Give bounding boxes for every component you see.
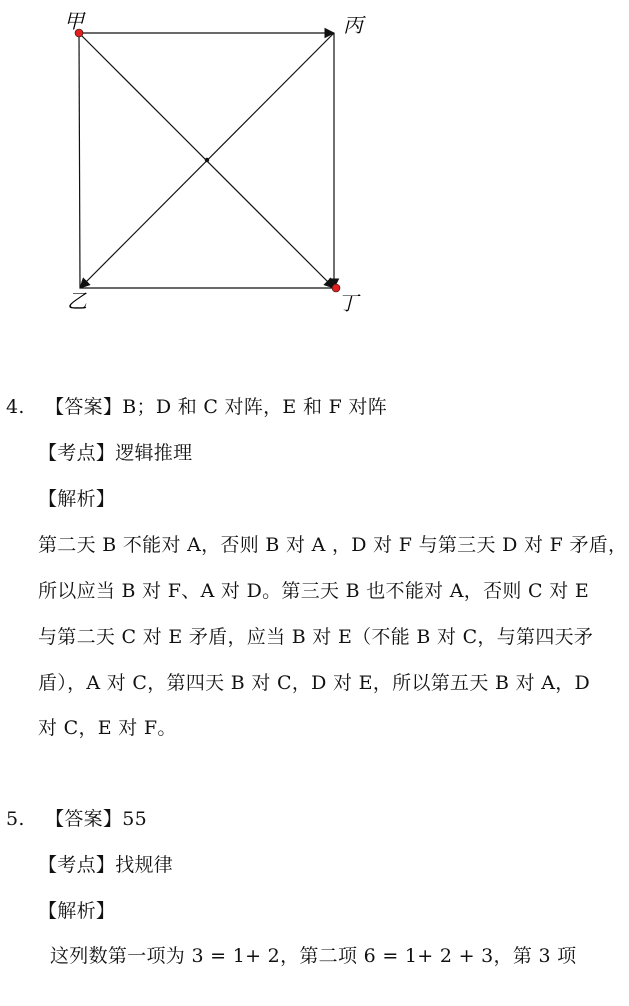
q5-number: 5. [6, 808, 25, 830]
label-ding: 丁 [338, 291, 358, 315]
q5-answer: 55 [122, 808, 148, 830]
q4-answer-tag: 【答案】 [45, 396, 123, 418]
q4-point-line [38, 438, 192, 465]
label-bing: 丙 [343, 13, 363, 37]
q5-analysis-tag: 【解析】 [38, 900, 116, 922]
q4-analysis-line-3: 与第二天 C 对 E 矛盾，应当 B 对 E（不能 B 对 C，与第四天矛 [38, 626, 594, 648]
q4-number: 4. [6, 396, 25, 418]
label-yi: 乙 [67, 289, 87, 313]
q5-point-line [38, 850, 173, 877]
q4-analysis-tag: 【解析】 [38, 488, 116, 510]
q4-point: 逻辑推理 [115, 442, 193, 464]
q4-answer-line [6, 392, 387, 419]
q5-answer-line [6, 804, 147, 831]
q4-analysis-line-1: 第二天 B 不能对 A，否则 B 对 A ，D 对 F 与第三天 D 对 F 矛盾， [38, 534, 628, 556]
q5-point: 找规律 [115, 854, 174, 876]
tournament-diagram [0, 0, 629, 340]
q5-analysis-line-1: 这列数第一项为 3 = 1+ 2，第二项 6 = 1+ 2 + 3，第 3 项 [50, 945, 577, 967]
q4-analysis-line-2: 所以应当 B 对 F、A 对 D。第三天 B 也不能对 A，否则 C 对 E [38, 580, 590, 602]
q4-analysis-line-5: 对 C，E 对 F。 [38, 717, 177, 739]
edge-jia-yi [79, 33, 80, 288]
q4-answer: B；D 和 C 对阵，E 和 F 对阵 [122, 396, 388, 418]
q5-point-tag: 【考点】 [38, 854, 116, 876]
q5-answer-tag: 【答案】 [45, 808, 123, 830]
q4-point-tag: 【考点】 [38, 442, 116, 464]
label-jia: 甲 [64, 9, 84, 33]
q4-analysis-line-4: 盾），A 对 C，第四天 B 对 C，D 对 E，所以第五天 B 对 A，D [38, 672, 591, 694]
center-point [205, 158, 209, 162]
